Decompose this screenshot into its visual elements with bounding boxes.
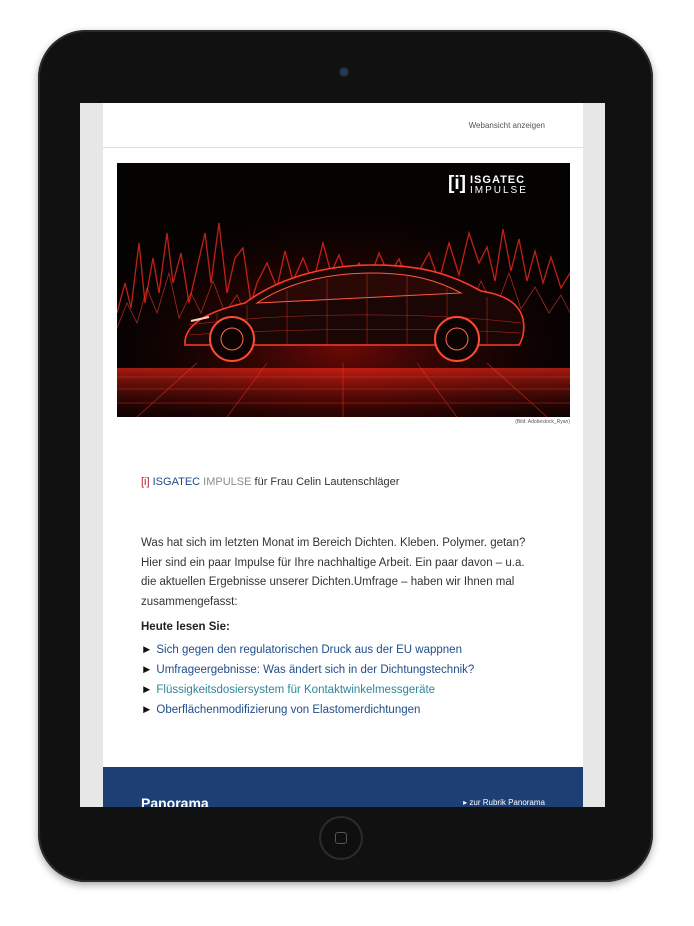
play-arrow-icon: ▸ xyxy=(463,798,468,807)
image-credit: (Bild: Adobestock_Ryan) xyxy=(515,419,570,425)
arrow-bullet-icon: ► xyxy=(141,644,153,656)
arrow-bullet-icon: ► xyxy=(141,664,153,676)
topic-link[interactable]: Flüssigkeitsdosiersystem für Kontaktwinkelmessgeräte xyxy=(156,684,436,696)
topic-link[interactable]: Sich gegen den regulatorischen Druck aus der EU wappnen xyxy=(156,644,462,656)
arrow-bullet-icon: ► xyxy=(141,704,153,716)
intro-text xyxy=(141,534,551,612)
panorama-banner xyxy=(103,767,583,807)
camera-dot xyxy=(340,68,348,76)
topic-link[interactable]: Oberflächenmodifizierung von Elastomerdichtungen xyxy=(156,704,421,716)
panorama-link[interactable] xyxy=(463,798,545,807)
topic-list xyxy=(141,640,474,720)
intro-line: die aktuellen Ergebnisse unserer Dichten.Umfrage – haben wir Ihnen mal xyxy=(141,576,515,588)
hero-image: [i] ISGATEC IMPULSE xyxy=(117,163,570,417)
greeting-brand: ISGATEC xyxy=(152,476,201,488)
reading-heading: Heute lesen Sie: xyxy=(141,621,230,633)
hero-car-illustration xyxy=(117,163,570,417)
list-item xyxy=(141,660,474,680)
home-button[interactable] xyxy=(321,818,361,858)
tablet-screen xyxy=(80,103,605,807)
arrow-bullet-icon: ► xyxy=(141,684,153,696)
list-item xyxy=(141,640,474,660)
home-square-icon xyxy=(335,832,347,844)
panorama-link-label: zur Rubrik Panorama xyxy=(469,798,545,807)
email-header xyxy=(103,103,583,148)
webview-link[interactable]: Webansicht anzeigen xyxy=(468,121,545,130)
greeting-product: IMPULSE xyxy=(203,476,252,488)
intro-line: Hier sind ein paar Impulse für Ihre nachhaltige Arbeit. Ein paar davon – u.a. xyxy=(141,556,525,569)
panorama-title: Panorama xyxy=(141,795,209,807)
list-item xyxy=(141,680,474,700)
list-item xyxy=(141,700,474,720)
intro-line: zusammengefasst: xyxy=(141,595,238,608)
tablet-frame xyxy=(38,30,653,882)
intro-line: Was hat sich im letzten Monat im Bereich Dichten. Kleben. Polymer. getan? xyxy=(141,537,526,549)
newsletter-email xyxy=(103,103,583,807)
greeting-recipient: für Frau Celin Lautenschläger xyxy=(254,476,400,488)
greeting-line xyxy=(141,476,399,488)
topic-link[interactable]: Umfrageergebnisse: Was ändert sich in der Dichtungstechnik? xyxy=(156,664,475,676)
greeting-bracket: [i] xyxy=(141,476,150,488)
